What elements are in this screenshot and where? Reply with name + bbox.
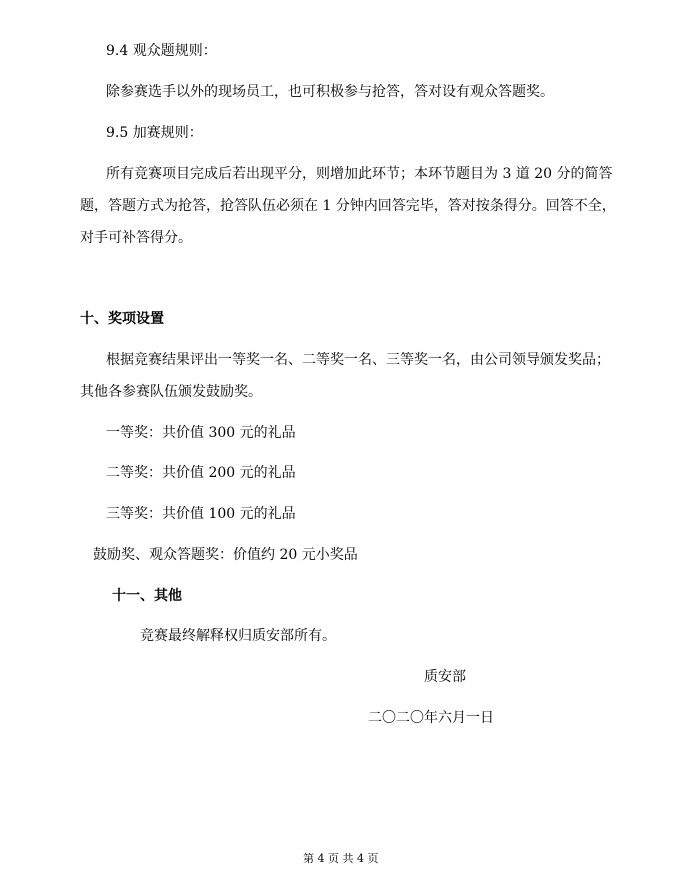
section-10-intro-line-2: 其他各参赛队伍颁发鼓励奖。 — [80, 384, 262, 400]
section-10-heading: 十、奖项设置 — [80, 311, 164, 327]
section-9-4-body: 除参赛选手以外的现场员工，也可积极参与抢答，答对设有观众答题奖。 — [106, 84, 554, 100]
section-9-5-body-line-1: 所有竞赛项目完成后若出现平分，则增加此环节；本环节题目为 3 道 20 分的简答 — [106, 166, 613, 182]
section-11-body: 竞赛最终解释权归质安部所有。 — [140, 628, 336, 644]
signature-date: 二〇二〇年六月一日 — [368, 710, 494, 726]
section-11-heading: 十一、其他 — [112, 588, 182, 604]
page-footer: 第 4 页 共 4 页 — [303, 852, 379, 865]
prize-second: 二等奖：共价值 200 元的礼品 — [106, 465, 296, 481]
section-9-5-body-line-2: 题，答题方式为抢答，抢答队伍必须在 1 分钟内回答完毕，答对按条得分。回答不全， — [80, 198, 616, 214]
section-9-5-title: 9.5 加赛规则： — [106, 125, 203, 141]
prize-third: 三等奖：共价值 100 元的礼品 — [106, 506, 296, 522]
prize-encouragement: 鼓励奖、观众答题奖：价值约 20 元小奖品 — [93, 547, 358, 563]
prize-first: 一等奖：共价值 300 元的礼品 — [106, 425, 296, 441]
section-10-intro-line-1: 根据竞赛结果评出一等奖一名、二等奖一名、三等奖一名，由公司领导颁发奖品； — [106, 352, 610, 368]
section-9-5-body-line-3: 对手可补答得分。 — [80, 230, 192, 246]
section-9-4-title: 9.4 观众题规则： — [106, 43, 217, 59]
signature-department: 质安部 — [424, 669, 466, 685]
